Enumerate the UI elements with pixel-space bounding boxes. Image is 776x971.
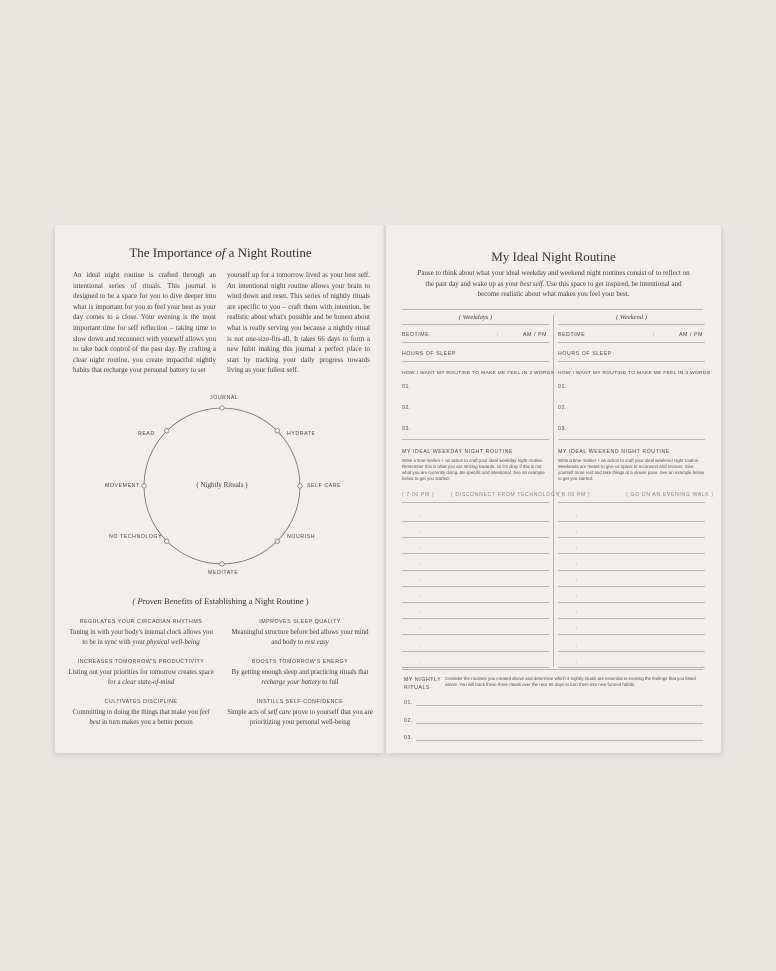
ritual-1-number: 01. xyxy=(404,700,414,706)
wheel-node-nourish xyxy=(275,539,279,543)
ritual-3-line[interactable] xyxy=(416,740,703,741)
right-page xyxy=(386,225,721,753)
benefit-text: By getting enough sleep and practicing rituals that recharge your battery to full xyxy=(231,669,369,686)
wheel-center-label: ( Nightly Rituals ) xyxy=(196,481,248,489)
example-action: ( DISCONNECT FROM TECHNOLOGY ) xyxy=(451,492,564,498)
wheel-node-read xyxy=(165,429,169,433)
left-page-title: The Importance of a Night Routine xyxy=(129,245,312,260)
hours-line[interactable] xyxy=(558,361,705,362)
routine-slot-line[interactable] xyxy=(558,521,705,522)
routine-slot-line[interactable] xyxy=(558,651,705,652)
feel-word-1[interactable]: 01. xyxy=(402,384,412,390)
bedtime-line[interactable] xyxy=(558,342,705,343)
routine-slot-line[interactable] xyxy=(558,634,705,635)
routine-slot-line[interactable] xyxy=(402,537,549,538)
example-time: ( 5:00 PM ) xyxy=(558,492,591,498)
routine-slot-colon: : xyxy=(420,513,423,519)
routine-slot-colon: : xyxy=(576,594,579,600)
routine-slot-colon: : xyxy=(420,626,423,633)
routine-slot-line[interactable] xyxy=(558,602,705,603)
routine-slot-line[interactable] xyxy=(402,553,549,554)
nightly-rituals-instructions: Consider the routines you created above and determine which 3 nightly rituals are essential to evoking the feelings that you listed above. You will track these three rituals over the next 66 days to turn them into new formed habits. xyxy=(445,676,696,687)
wheel-label-read: READ xyxy=(138,431,155,437)
example-time: ( 7:00 PM ) xyxy=(402,492,435,498)
intro-paragraph-1: An ideal night routine is crafted through an intentional series of rituals. This journal is designed to be a space for you to dive deeper into what is important for you to feel your best as your day comes to a close. Your evening is the most important time for self reflection – taking time to slow down and reconnect with yourself allows you to take back control of the past day. By crafting a clear night routine, you create impactful nightly habits that recharge your personal battery to set xyxy=(73,271,216,375)
routine-slot-line[interactable] xyxy=(402,618,549,619)
benefit-confidence xyxy=(226,699,374,727)
benefit-text: Tuning in with your body's internal clock allows you to be in sync with your physical well-being xyxy=(69,629,213,646)
routine-slot-line[interactable] xyxy=(558,586,705,587)
am-pm-label: AM / PM xyxy=(679,332,704,338)
benefit-sleep-quality xyxy=(226,619,374,647)
routine-slot-colon: : xyxy=(576,642,579,649)
feel-word-2[interactable]: 02. xyxy=(402,405,412,411)
divider xyxy=(402,324,549,325)
hours-of-sleep-label: HOURS OF SLEEP xyxy=(402,351,456,357)
wheel-node-self-care xyxy=(298,484,302,488)
benefit-heading: IMPROVES SLEEP QUALITY xyxy=(259,619,341,625)
wheel-node-journal xyxy=(220,406,224,410)
wheel-node-meditate xyxy=(220,562,224,566)
routine-slot-colon: : xyxy=(576,610,579,617)
bedtime-line[interactable] xyxy=(402,342,549,343)
bedtime-colon: : xyxy=(497,332,500,338)
benefit-text: Committing to doing the things that make you feel best in turn makes you a better person xyxy=(72,709,210,726)
routine-slot-colon: : xyxy=(576,626,579,633)
am-pm-label: AM / PM xyxy=(523,332,548,338)
benefit-heading: CULTIVATES DISCIPLINE xyxy=(104,699,178,705)
ritual-2-line[interactable] xyxy=(416,723,703,724)
benefit-text: Listing out your priorities for tomorrow creates space for a clear state-of-mind xyxy=(68,669,214,686)
routine-slot-line[interactable] xyxy=(402,651,549,652)
feel-word-3[interactable]: 03. xyxy=(402,426,412,432)
weekend-routine-title: MY IDEAL WEEKEND NIGHT ROUTINE xyxy=(558,449,670,455)
weekdays-header: ( Weekdays ) xyxy=(458,314,493,321)
wheel-node-movement xyxy=(142,484,146,488)
routine-slot-colon: : xyxy=(420,529,423,536)
routine-slot-colon: : xyxy=(420,594,423,600)
routine-slot-line[interactable] xyxy=(402,634,549,635)
weekend-routine-instructions: Write a time marker + an action to craft your ideal weekend night routine. Weekends are meant to give us space to reconnect and recover. Give yourself more rest and take things at a slower pace. See an example below to get you started: xyxy=(558,458,705,481)
hours-of-sleep-label: HOURS OF SLEEP xyxy=(558,351,612,357)
routine-slot-colon: : xyxy=(576,577,579,584)
benefit-circadian xyxy=(67,619,215,647)
open-journal xyxy=(55,225,721,755)
wheel-node-hydrate xyxy=(275,429,279,433)
bedtime-colon: : xyxy=(653,332,656,338)
routine-slot-colon: : xyxy=(576,545,579,552)
divider xyxy=(402,502,549,503)
routine-slot-colon: : xyxy=(420,577,423,584)
right-page-title: My Ideal Night Routine xyxy=(491,249,616,264)
routine-slot-line[interactable] xyxy=(558,553,705,554)
bedtime-label: BEDTIME xyxy=(558,332,586,338)
column-divider xyxy=(553,315,554,667)
feel-word-3[interactable]: 03. xyxy=(558,426,568,432)
bedtime-label: BEDTIME xyxy=(402,332,430,338)
hours-line[interactable] xyxy=(402,361,549,362)
right-page-intro: Pause to think about what your ideal weekday and weekend night routines consist of to reflect on the past day and wake up as your best self. Use this space to get inspired, be intentional and become realistic about what makes you feel your best. xyxy=(417,269,690,298)
wheel-label-meditate: MEDITATE xyxy=(208,570,239,576)
routine-slot-colon: : xyxy=(576,529,579,536)
divider xyxy=(402,439,549,440)
benefit-discipline xyxy=(67,699,215,727)
feel-word-1[interactable]: 01. xyxy=(558,384,568,390)
ritual-2-number: 02. xyxy=(404,718,414,724)
wheel-label-journal: JOURNAL xyxy=(210,395,239,401)
benefits-title: ( Proven Benefits of Establishing a Night Routine ) xyxy=(132,596,309,606)
wheel-label-no-technology: NO TECHNOLOGY xyxy=(109,534,163,540)
benefit-text: Meaningful structure before bed allows your mind and body to rest easy xyxy=(231,629,369,646)
benefit-energy xyxy=(226,659,374,687)
benefit-heading: INCREASES TOMORROW'S PRODUCTIVITY xyxy=(77,659,205,665)
wheel-label-self-care: SELF CARE xyxy=(307,483,342,489)
routine-slot-line[interactable] xyxy=(402,667,549,668)
wheel-node-no-technology xyxy=(165,539,169,543)
wheel-label-movement: MOVEMENT xyxy=(105,483,140,489)
feel-words-label: HOW I WANT MY ROUTINE TO MAKE ME FEEL IN 3 WORDS xyxy=(558,371,711,376)
routine-slot-line[interactable] xyxy=(402,570,549,571)
routine-slot-line[interactable] xyxy=(402,521,549,522)
intro-paragraph-2: yourself up for a tomorrow lived as your best self. An intentional night routine allows your brain to wind down and reset. This series of nightly rituals are specific to you – craft them with intention, be realistic about what's possible and be honest about what is really serving you because a nightly ritual is not one-size-fits-all. It takes 66 days to form a new habit making this journal a perfect place to start by tracking your daily progress towards living as your fullest self. xyxy=(227,271,370,375)
ritual-3-number: 03. xyxy=(404,735,414,741)
routine-slot-line[interactable] xyxy=(402,602,549,603)
divider xyxy=(558,502,705,503)
feel-words-label: HOW I WANT MY ROUTINE TO MAKE ME FEEL IN 3 WORDS xyxy=(402,371,555,376)
routine-slot-colon: : xyxy=(420,642,423,649)
routine-slot-line[interactable] xyxy=(558,618,705,619)
divider xyxy=(558,324,705,325)
routine-slot-colon: : xyxy=(420,658,423,665)
divider xyxy=(558,439,705,440)
ritual-1-line[interactable] xyxy=(416,705,703,706)
benefit-heading: BOOSTS TOMORROW'S ENERGY xyxy=(251,659,349,665)
routine-slot-line[interactable] xyxy=(558,667,705,668)
feel-word-2[interactable]: 02. xyxy=(558,405,568,411)
routine-slot-colon: : xyxy=(576,561,579,568)
benefit-productivity xyxy=(67,659,215,687)
benefit-heading: REGULATES YOUR CIRCADIAN RHYTHMS xyxy=(79,619,203,625)
weekend-column xyxy=(558,225,714,753)
routine-slot-line[interactable] xyxy=(558,570,705,571)
wheel-label-nourish: NOURISH xyxy=(287,534,316,540)
routine-slot-colon: : xyxy=(576,658,579,665)
benefit-text: Simple acts of self care prove to yourself that you are prioritizing your personal well-being xyxy=(227,709,373,726)
divider xyxy=(402,669,703,670)
routine-slot-colon: : xyxy=(420,545,423,552)
wheel-label-hydrate: HYDRATE xyxy=(287,431,316,437)
routine-slot-colon: : xyxy=(420,610,423,617)
nightly-rituals-label: MY NIGHTLY RITUALS xyxy=(404,677,442,691)
routine-slot-line[interactable] xyxy=(402,586,549,587)
weekday-routine-instructions: Write a time marker + an action to craft your ideal weekday night routine. Remember this is what you are striving towards, so it's okay if this is not what you are currently doing. Be specific and intentional. See an example below to get you started: xyxy=(402,458,545,481)
weekend-header: ( Weekend ) xyxy=(616,314,647,321)
routine-slot-colon: : xyxy=(576,513,579,519)
example-action: ( GO ON AN EVENING WALK ) xyxy=(626,492,714,498)
left-page xyxy=(55,225,386,753)
weekday-routine-title: MY IDEAL WEEKDAY NIGHT ROUTINE xyxy=(402,449,514,455)
benefit-heading: INSTILLS SELF-CONFIDENCE xyxy=(256,699,344,705)
routine-slot-line[interactable] xyxy=(558,537,705,538)
routine-slot-colon: : xyxy=(420,561,423,568)
